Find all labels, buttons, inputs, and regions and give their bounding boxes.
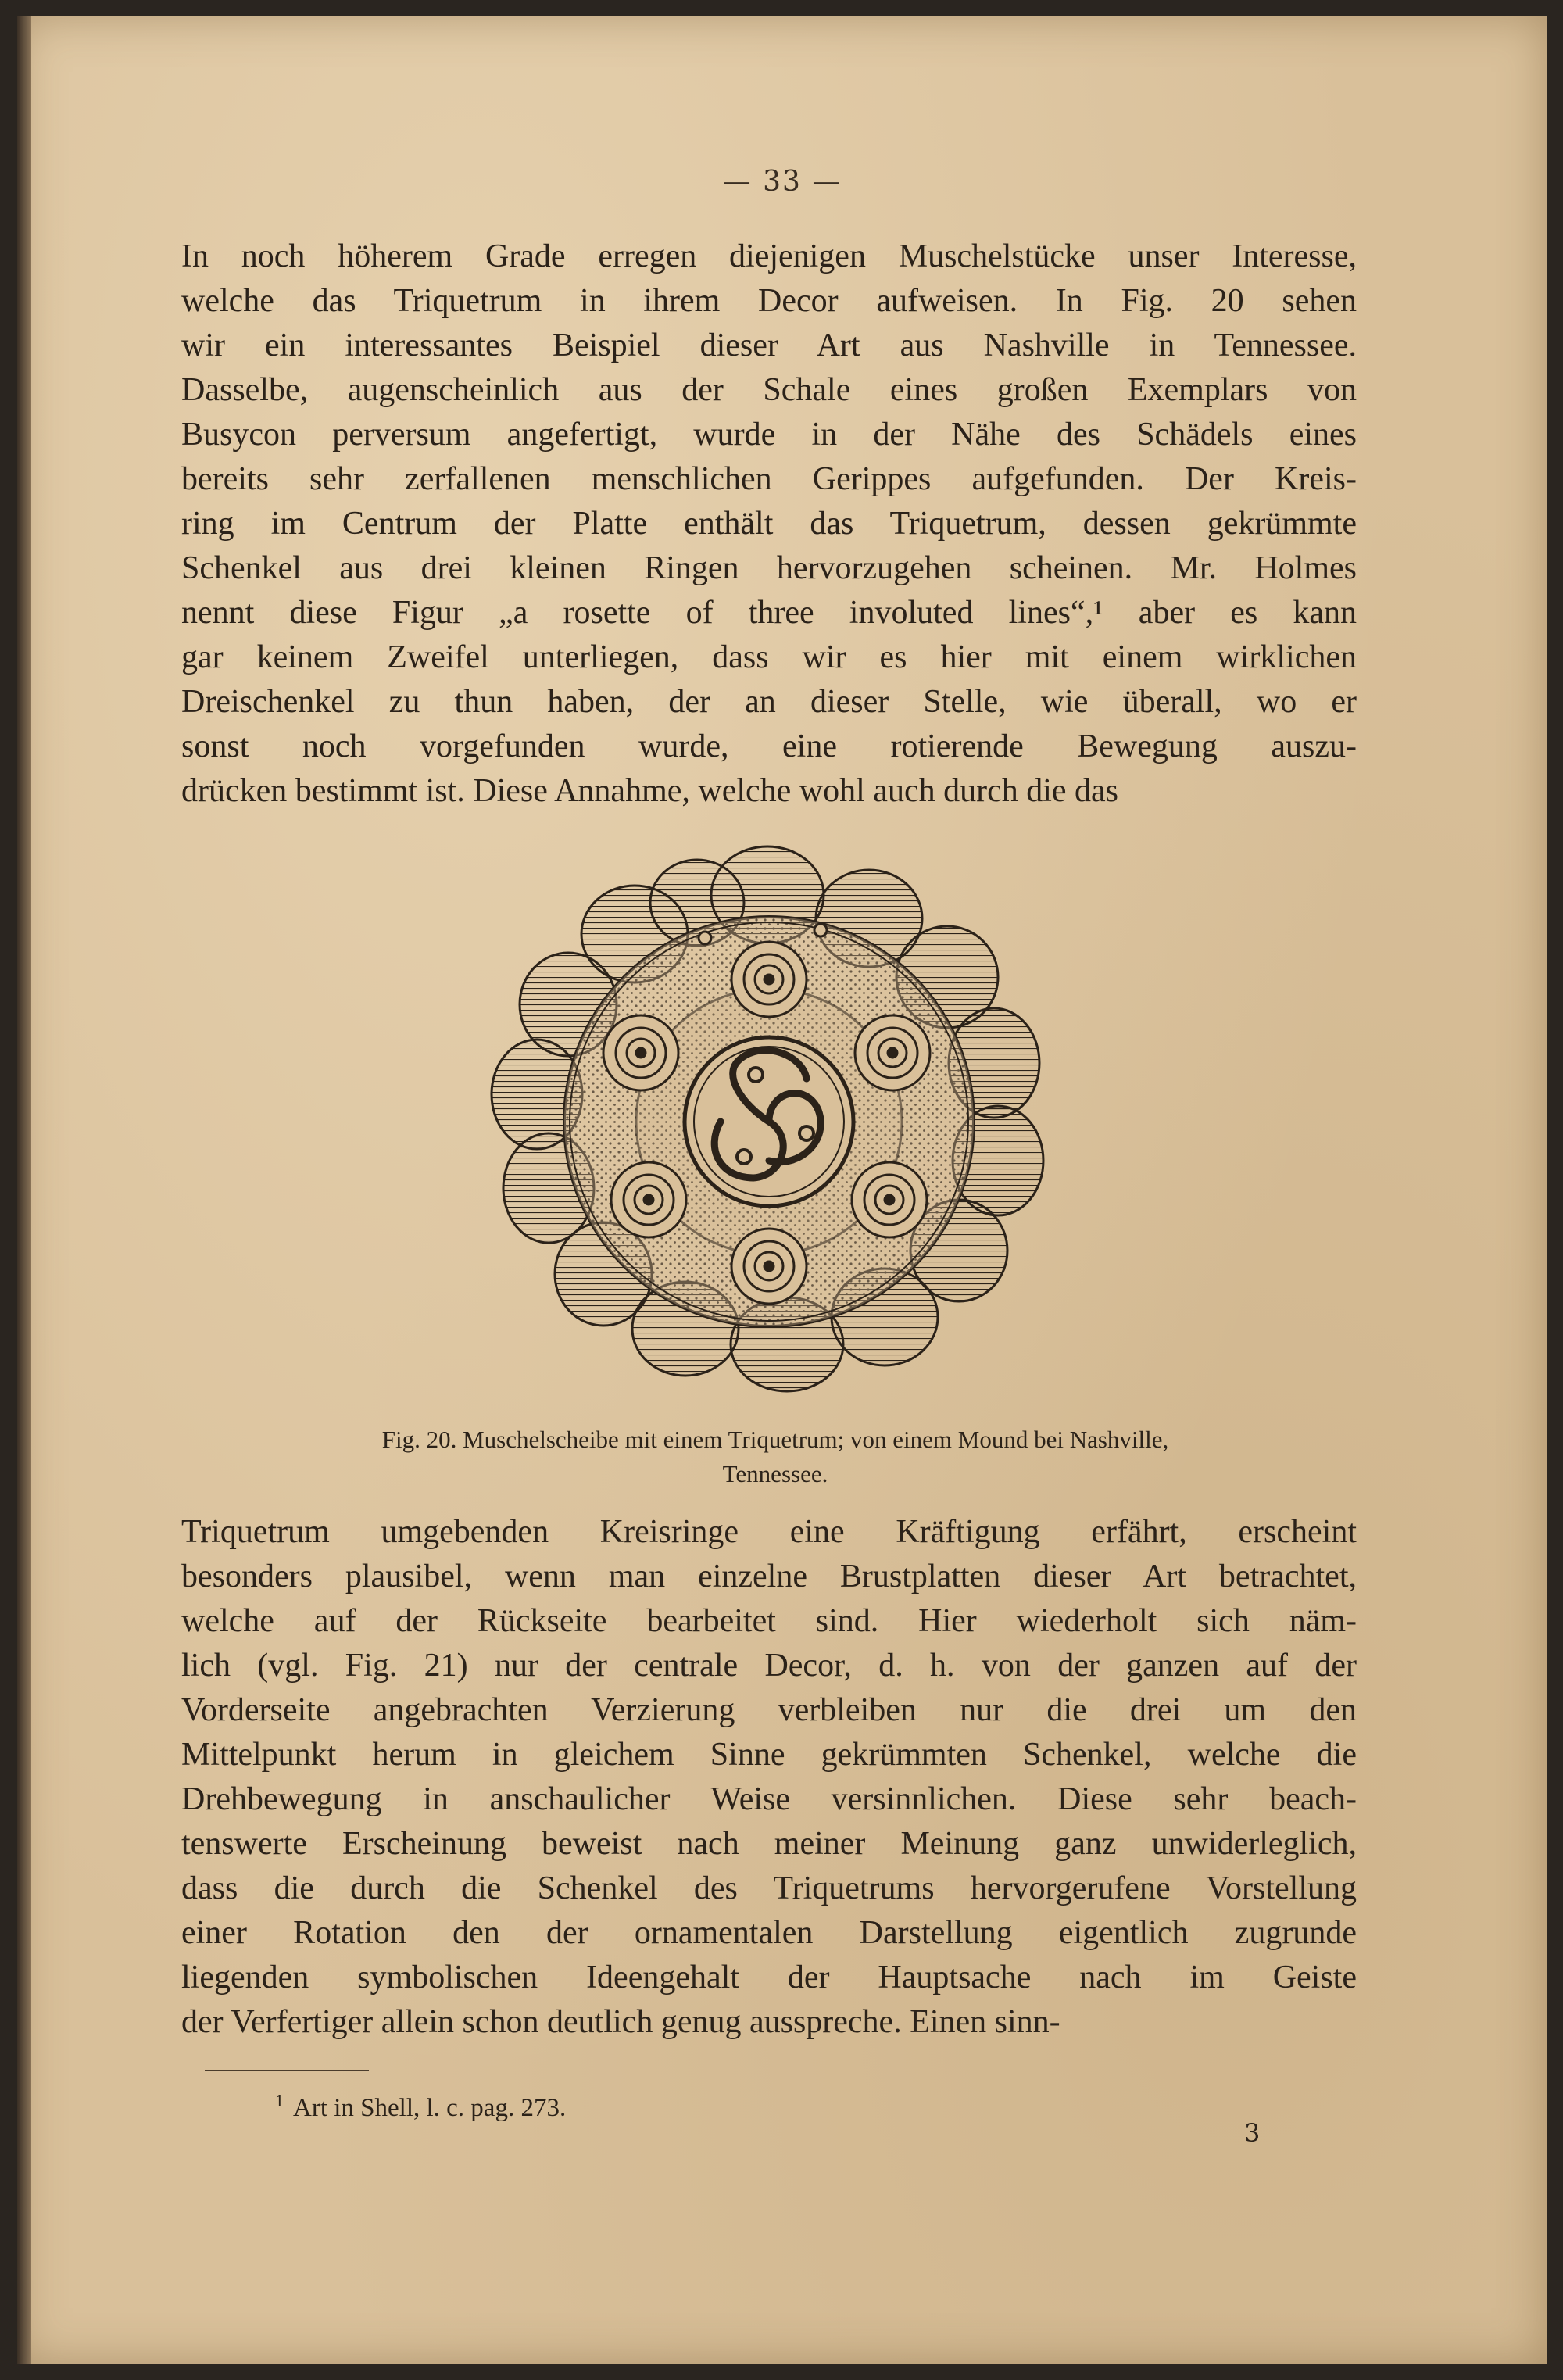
text-line: Dasselbe, augenscheinlich aus der Schale eines großen Exemplars von [181, 372, 1357, 408]
shell-disc-illustration [470, 840, 1064, 1403]
text-line: Drehbewegung in anschaulicher Weise versinnlichen. Diese sehr beach- [181, 1781, 1357, 1817]
paragraph-bottom [181, 1510, 1357, 2045]
book-page [17, 16, 1547, 2364]
caption-line: Fig. 20. Muschelscheibe mit einem Triquetrum; von einem Mound bei Nashville, [381, 1426, 1169, 1453]
text-line: wir ein interessantes Beispiel dieser Art aus Nashville in Tennessee. [181, 327, 1357, 363]
text-line: liegenden symbolischen Ideengehalt der Hauptsache nach im Geiste [181, 1959, 1357, 1995]
paragraph-top [181, 234, 1357, 814]
text-line: welche das Triquetrum in ihrem Decor aufweisen. In Fig. 20 sehen [181, 283, 1357, 319]
footnote [275, 2091, 566, 2123]
text-line: gar keinem Zweifel unterliegen, dass wir es hier mit einem wirklichen [181, 639, 1357, 675]
text-line: Vorderseite angebrachten Verzierung verbleiben nur die drei um den [181, 1692, 1357, 1728]
footnote-text: Art in Shell, l. c. pag. 273. [293, 2094, 567, 2122]
binding-edge [17, 16, 31, 2364]
text-line: lich (vgl. Fig. 21) nur der centrale Decor, d. h. von der ganzen auf der [181, 1648, 1357, 1684]
text-line: welche auf der Rückseite bearbeitet sind. Hier wiederholt sich näm- [181, 1603, 1357, 1639]
text-line: dass die durch die Schenkel des Triquetrums hervorgerufene Vorstellung [181, 1870, 1357, 1906]
text-line: sonst noch vorgefunden wurde, eine rotierende Bewegung auszu- [181, 728, 1357, 764]
page-number: — 33 — [722, 166, 842, 198]
text-line: der Verfertiger allein schon deutlich genug ausspreche. Einen sinn- [181, 2004, 1060, 2040]
text-line: Busycon perversum angefertigt, wurde in der Nähe des Schädels eines [181, 417, 1357, 453]
text-line: Triquetrum umgebenden Kreisringe eine Kräftigung erfährt, erscheint [181, 1514, 1357, 1550]
figure-caption [252, 1423, 1299, 1491]
text-line: nennt diese Figur „a rosette of three involuted lines“,¹ aber es kann [181, 595, 1357, 631]
text-line: einer Rotation den der ornamentalen Darstellung eigentlich zugrunde [181, 1915, 1357, 1951]
central-medallion [685, 1037, 853, 1206]
text-line: Dreischenkel zu thun haben, der an dieser Stelle, wie überall, wo er [181, 684, 1357, 720]
footnote-mark: 1 [275, 2091, 284, 2110]
text-line: ring im Centrum der Platte enthält das Triquetrum, dessen gekrümmte [181, 506, 1357, 542]
footnote-divider [205, 2070, 369, 2071]
text-line: bereits sehr zerfallenen menschlichen Gerippes aufgefunden. Der Kreis- [181, 461, 1357, 497]
signature-mark: 3 [1244, 2118, 1261, 2148]
text-line: Schenkel aus drei kleinen Ringen hervorzugehen scheinen. Mr. Holmes [181, 550, 1357, 586]
text-line: besonders plausibel, wenn man einzelne Brustplatten dieser Art betrachtet, [181, 1559, 1357, 1594]
text-line: Mittelpunkt herum in gleichem Sinne gekrümmten Schenkel, welche die [181, 1737, 1357, 1773]
text-line: In noch höherem Grade erregen diejenigen Muschelstücke unser Interesse, [181, 238, 1357, 274]
text-line: tenswerte Erscheinung beweist nach meiner Meinung ganz unwiderleglich, [181, 1826, 1357, 1862]
caption-line: Tennessee. [722, 1460, 828, 1487]
text-line: drücken bestimmt ist. Diese Annahme, welche wohl auch durch die das [181, 773, 1119, 809]
